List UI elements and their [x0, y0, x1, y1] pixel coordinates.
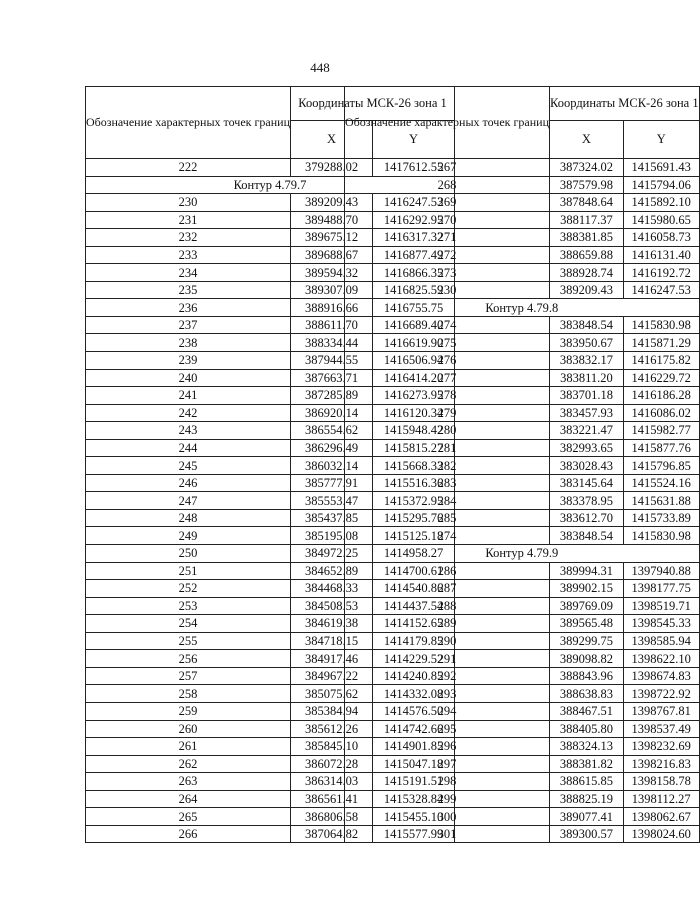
x-coordinate-cell: 386032.14 [291, 457, 373, 475]
point-number-cell: 258 [86, 685, 291, 703]
coordinate-system-header: Координаты МСК-26 зона 1 [291, 87, 455, 121]
point-number-cell: 233 [86, 246, 291, 264]
x-coordinate-cell: 383950.67 [550, 334, 624, 352]
y-coordinate-cell: 1398767.81 [623, 702, 699, 720]
y-coordinate-cell: 1414540.86 [373, 580, 455, 598]
x-coordinate-cell: 388659.88 [550, 246, 624, 264]
point-number-cell: 285 [345, 509, 550, 527]
table-row [345, 509, 700, 527]
y-coordinate-cell: 1398112.27 [623, 790, 699, 808]
x-coordinate-cell: 388381.85 [550, 229, 624, 247]
x-coordinate-cell: 389594.32 [291, 264, 373, 282]
point-number-cell: 289 [345, 615, 550, 633]
x-coordinate-cell: 387663.71 [291, 369, 373, 387]
y-coordinate-cell: 1398062.67 [623, 808, 699, 826]
table-row [345, 650, 700, 668]
x-coordinate-cell: 388615.85 [550, 773, 624, 791]
point-number-cell: 255 [86, 632, 291, 650]
point-number-cell: 250 [86, 545, 291, 563]
x-coordinate-cell: 388381.82 [550, 755, 624, 773]
y-coordinate-cell: 1398537.49 [623, 720, 699, 738]
point-number-cell: 237 [86, 316, 291, 334]
table-row [345, 702, 700, 720]
y-coordinate-cell: 1416755.75 [373, 299, 455, 317]
x-coordinate-cell: 389098.82 [550, 650, 624, 668]
y-coordinate-cell: 1416689.40 [373, 316, 455, 334]
page-number: 448 [310, 60, 330, 75]
point-number-cell: 234 [86, 264, 291, 282]
point-number-cell: 274 [345, 316, 550, 334]
y-coordinate-cell: 1398545.33 [623, 615, 699, 633]
x-coordinate-cell: 388611.70 [291, 316, 373, 334]
point-number-cell: 291 [345, 650, 550, 668]
point-number-cell: 263 [86, 773, 291, 791]
y-coordinate-cell: 1415892.10 [623, 194, 699, 212]
y-coordinate-cell: 1414332.08 [373, 685, 455, 703]
table-row [345, 369, 700, 387]
table-row [345, 439, 700, 457]
x-coordinate-cell: 383612.70 [550, 509, 624, 527]
point-number-cell: 280 [345, 422, 550, 440]
x-coordinate-cell: 389769.09 [550, 597, 624, 615]
y-coordinate-cell: 1416506.94 [373, 352, 455, 370]
x-coordinate-cell: 389565.48 [550, 615, 624, 633]
point-number-cell: 281 [345, 439, 550, 457]
x-coordinate-cell: 388916.66 [291, 299, 373, 317]
point-number-cell: 301 [345, 825, 550, 843]
x-coordinate-cell: 387944.55 [291, 352, 373, 370]
x-coordinate-cell: 384468.33 [291, 580, 373, 598]
x-coordinate-cell: 384508.53 [291, 597, 373, 615]
x-coordinate-cell: 389994.31 [550, 562, 624, 580]
point-number-cell: 248 [86, 509, 291, 527]
x-coordinate-cell: 386561.41 [291, 790, 373, 808]
table-row [345, 176, 700, 194]
point-number-cell: 282 [345, 457, 550, 475]
point-number-cell: 298 [345, 773, 550, 791]
designation-header: Обозначение характерных точек границ [86, 87, 291, 159]
y-coordinate-cell: 1416131.40 [623, 246, 699, 264]
point-number-cell: 287 [345, 580, 550, 598]
x-coordinate-cell: 386920.14 [291, 404, 373, 422]
point-number-cell: 295 [345, 720, 550, 738]
y-coordinate-cell: 1416414.20 [373, 369, 455, 387]
point-number-cell: 253 [86, 597, 291, 615]
y-coordinate-cell: 1414437.54 [373, 597, 455, 615]
x-coordinate-cell: 386314.03 [291, 773, 373, 791]
point-number-cell: 297 [345, 755, 550, 773]
point-number-cell: 245 [86, 457, 291, 475]
y-coordinate-cell: 1415796.85 [623, 457, 699, 475]
x-coordinate-cell: 383848.54 [550, 527, 624, 545]
x-coordinate-cell: 384967.22 [291, 667, 373, 685]
x-coordinate-cell: 385075.62 [291, 685, 373, 703]
table-row [345, 194, 700, 212]
contour-row [345, 545, 700, 563]
x-coordinate-cell: 389688.67 [291, 246, 373, 264]
y-coordinate-cell: 1416086.02 [623, 404, 699, 422]
y-coordinate-cell: 1398722.92 [623, 685, 699, 703]
point-number-cell: 260 [86, 720, 291, 738]
x-coordinate-cell: 386296.49 [291, 439, 373, 457]
y-coordinate-cell: 1415631.88 [623, 492, 699, 510]
table-row [345, 667, 700, 685]
x-coordinate-cell: 388334.44 [291, 334, 373, 352]
coordinates-table-right [344, 86, 700, 843]
y-coordinate-cell: 1415871.29 [623, 334, 699, 352]
point-number-cell: 232 [86, 229, 291, 247]
x-coordinate-cell: 388825.19 [550, 790, 624, 808]
point-number-cell: 272 [345, 246, 550, 264]
point-number-cell: 284 [345, 492, 550, 510]
point-number-cell: 230 [345, 281, 550, 299]
table-row [345, 229, 700, 247]
x-coordinate-cell: 383221.47 [550, 422, 624, 440]
y-coordinate-cell: 1414576.50 [373, 702, 455, 720]
table-row [345, 685, 700, 703]
table-row [345, 404, 700, 422]
point-number-cell: 293 [345, 685, 550, 703]
y-coordinate-cell: 1415047.18 [373, 755, 455, 773]
y-coordinate-cell: 1414901.85 [373, 738, 455, 756]
point-number-cell: 264 [86, 790, 291, 808]
right-table-body [345, 159, 700, 843]
point-number-cell: 286 [345, 562, 550, 580]
x-coordinate-cell: 383145.64 [550, 474, 624, 492]
point-number-cell: 277 [345, 369, 550, 387]
point-number-cell: 294 [345, 702, 550, 720]
point-number-cell: 238 [86, 334, 291, 352]
table-row [345, 597, 700, 615]
x-coordinate-cell: 389299.75 [550, 632, 624, 650]
y-coordinate-cell: 1415948.42 [373, 422, 455, 440]
y-coordinate-cell: 1417612.55 [373, 159, 455, 177]
x-coordinate-cell: 389077.41 [550, 808, 624, 826]
table-row [345, 474, 700, 492]
x-coordinate-cell: 384619.38 [291, 615, 373, 633]
x-coordinate-cell: 388843.96 [550, 667, 624, 685]
y-coordinate-cell: 1415691.43 [623, 159, 699, 177]
point-number-cell: 267 [345, 159, 550, 177]
x-coordinate-cell: 389300.57 [550, 825, 624, 843]
point-number-cell: 278 [345, 387, 550, 405]
y-coordinate-cell: 1398232.69 [623, 738, 699, 756]
table-row [345, 387, 700, 405]
x-coordinate-cell: 383811.20 [550, 369, 624, 387]
x-column-header: X [550, 121, 624, 159]
table-row [345, 773, 700, 791]
y-coordinate-cell: 1415877.76 [623, 439, 699, 457]
y-coordinate-cell: 1414700.61 [373, 562, 455, 580]
y-coordinate-cell: 1415577.99 [373, 825, 455, 843]
y-coordinate-cell: 1415982.77 [623, 422, 699, 440]
x-coordinate-cell: 384917.46 [291, 650, 373, 668]
table-row [345, 825, 700, 843]
y-coordinate-cell: 1416247.53 [623, 281, 699, 299]
x-coordinate-cell: 388117.37 [550, 211, 624, 229]
x-coordinate-cell: 387848.64 [550, 194, 624, 212]
x-coordinate-cell: 385777.91 [291, 474, 373, 492]
point-number-cell: 268 [345, 176, 550, 194]
table-row [345, 808, 700, 826]
y-coordinate-cell: 1416175.82 [623, 352, 699, 370]
y-coordinate-cell: 1415794.06 [623, 176, 699, 194]
point-number-cell: 274 [345, 527, 550, 545]
table-row [345, 492, 700, 510]
y-coordinate-cell: 1415372.95 [373, 492, 455, 510]
x-coordinate-cell: 388405.80 [550, 720, 624, 738]
point-number-cell: 259 [86, 702, 291, 720]
point-number-cell: 239 [86, 352, 291, 370]
x-coordinate-cell: 383701.18 [550, 387, 624, 405]
y-coordinate-cell: 1416825.59 [373, 281, 455, 299]
table-row [345, 422, 700, 440]
contour-label: Контур 4.79.8 [345, 299, 700, 317]
x-coordinate-cell: 379288.02 [291, 159, 373, 177]
x-coordinate-cell: 388638.83 [550, 685, 624, 703]
y-coordinate-cell: 1416186.28 [623, 387, 699, 405]
x-coordinate-cell: 384718.15 [291, 632, 373, 650]
point-number-cell: 265 [86, 808, 291, 826]
x-coordinate-cell: 383848.54 [550, 316, 624, 334]
x-coordinate-cell: 388324.13 [550, 738, 624, 756]
x-coordinate-cell: 385553.47 [291, 492, 373, 510]
x-coordinate-cell: 384972.25 [291, 545, 373, 563]
y-coordinate-cell: 1415830.98 [623, 527, 699, 545]
y-coordinate-cell: 1398216.83 [623, 755, 699, 773]
y-coordinate-cell: 1414958.27 [373, 545, 455, 563]
table-row [345, 246, 700, 264]
point-number-cell: 251 [86, 562, 291, 580]
table-row [345, 720, 700, 738]
table-row [345, 738, 700, 756]
point-number-cell: 231 [86, 211, 291, 229]
y-coordinate-cell: 1415455.10 [373, 808, 455, 826]
x-coordinate-cell: 389307.09 [291, 281, 373, 299]
point-number-cell: 249 [86, 527, 291, 545]
x-coordinate-cell: 382993.65 [550, 439, 624, 457]
point-number-cell: 244 [86, 439, 291, 457]
point-number-cell: 270 [345, 211, 550, 229]
y-coordinate-cell: 1416273.95 [373, 387, 455, 405]
contour-row [345, 299, 700, 317]
y-coordinate-cell: 1415830.98 [623, 316, 699, 334]
point-number-cell: 266 [86, 825, 291, 843]
table-row [345, 580, 700, 598]
y-column-header: Y [373, 121, 455, 159]
x-column-header: X [291, 121, 373, 159]
x-coordinate-cell: 389675.12 [291, 229, 373, 247]
x-coordinate-cell: 389209.43 [291, 194, 373, 212]
point-number-cell: 279 [345, 404, 550, 422]
table-row [345, 562, 700, 580]
y-coordinate-cell: 1415295.76 [373, 509, 455, 527]
x-coordinate-cell: 386072.28 [291, 755, 373, 773]
x-coordinate-cell: 389902.15 [550, 580, 624, 598]
point-number-cell: 246 [86, 474, 291, 492]
point-number-cell: 262 [86, 755, 291, 773]
x-coordinate-cell: 383457.93 [550, 404, 624, 422]
table-row [345, 316, 700, 334]
x-coordinate-cell: 385612.26 [291, 720, 373, 738]
y-coordinate-cell: 1415815.27 [373, 439, 455, 457]
x-coordinate-cell: 384652.89 [291, 562, 373, 580]
point-number-cell: 230 [86, 194, 291, 212]
table-row [345, 159, 700, 177]
x-coordinate-cell: 386554.62 [291, 422, 373, 440]
y-coordinate-cell: 1415125.18 [373, 527, 455, 545]
table-row [345, 281, 700, 299]
x-coordinate-cell: 383028.43 [550, 457, 624, 475]
x-coordinate-cell: 385195.08 [291, 527, 373, 545]
y-coordinate-cell: 1416619.90 [373, 334, 455, 352]
table-row [345, 527, 700, 545]
point-number-cell: 247 [86, 492, 291, 510]
y-coordinate-cell: 1415980.65 [623, 211, 699, 229]
x-coordinate-cell: 389209.43 [550, 281, 624, 299]
table-row [345, 457, 700, 475]
x-coordinate-cell: 383832.17 [550, 352, 624, 370]
y-coordinate-cell: 1397940.88 [623, 562, 699, 580]
y-coordinate-cell: 1414229.52 [373, 650, 455, 668]
point-number-cell: 292 [345, 667, 550, 685]
table-row [345, 615, 700, 633]
x-coordinate-cell: 389488.70 [291, 211, 373, 229]
x-coordinate-cell: 387064.82 [291, 825, 373, 843]
y-coordinate-cell: 1398519.71 [623, 597, 699, 615]
y-coordinate-cell: 1415733.89 [623, 509, 699, 527]
y-coordinate-cell: 1416292.95 [373, 211, 455, 229]
y-coordinate-cell: 1414240.85 [373, 667, 455, 685]
point-number-cell: 257 [86, 667, 291, 685]
x-coordinate-cell: 387579.98 [550, 176, 624, 194]
point-number-cell: 283 [345, 474, 550, 492]
table-row [345, 334, 700, 352]
point-number-cell: 243 [86, 422, 291, 440]
x-coordinate-cell: 383378.95 [550, 492, 624, 510]
y-coordinate-cell: 1415191.51 [373, 773, 455, 791]
contour-label: Контур 4.79.9 [345, 545, 700, 563]
y-coordinate-cell: 1398177.75 [623, 580, 699, 598]
x-coordinate-cell: 385384.94 [291, 702, 373, 720]
point-number-cell: 275 [345, 334, 550, 352]
x-coordinate-cell: 388467.51 [550, 702, 624, 720]
table-row [345, 755, 700, 773]
y-coordinate-cell: 1416192.72 [623, 264, 699, 282]
x-coordinate-cell: 385437.85 [291, 509, 373, 527]
point-number-cell: 235 [86, 281, 291, 299]
point-number-cell: 276 [345, 352, 550, 370]
y-coordinate-cell: 1398024.60 [623, 825, 699, 843]
x-coordinate-cell: 385845.10 [291, 738, 373, 756]
point-number-cell: 241 [86, 387, 291, 405]
point-number-cell: 256 [86, 650, 291, 668]
point-number-cell: 300 [345, 808, 550, 826]
y-column-header: Y [623, 121, 699, 159]
table-row [345, 632, 700, 650]
point-number-cell: 261 [86, 738, 291, 756]
y-coordinate-cell: 1415516.36 [373, 474, 455, 492]
y-coordinate-cell: 1416229.72 [623, 369, 699, 387]
table-row [345, 790, 700, 808]
point-number-cell: 269 [345, 194, 550, 212]
y-coordinate-cell: 1414742.66 [373, 720, 455, 738]
y-coordinate-cell: 1398585.94 [623, 632, 699, 650]
x-coordinate-cell: 386806.58 [291, 808, 373, 826]
point-number-cell: 290 [345, 632, 550, 650]
point-number-cell: 240 [86, 369, 291, 387]
point-number-cell: 222 [86, 159, 291, 177]
y-coordinate-cell: 1415524.16 [623, 474, 699, 492]
point-number-cell: 254 [86, 615, 291, 633]
y-coordinate-cell: 1398674.83 [623, 667, 699, 685]
point-number-cell: 299 [345, 790, 550, 808]
x-coordinate-cell: 387324.02 [550, 159, 624, 177]
y-coordinate-cell: 1416247.53 [373, 194, 455, 212]
y-coordinate-cell: 1416877.49 [373, 246, 455, 264]
y-coordinate-cell: 1416058.73 [623, 229, 699, 247]
designation-header: Обозначение характерных точек границ [345, 87, 550, 159]
point-number-cell: 288 [345, 597, 550, 615]
x-coordinate-cell: 387285.89 [291, 387, 373, 405]
table-row [345, 352, 700, 370]
point-number-cell: 252 [86, 580, 291, 598]
y-coordinate-cell: 1398158.78 [623, 773, 699, 791]
y-coordinate-cell: 1416120.34 [373, 404, 455, 422]
y-coordinate-cell: 1414152.65 [373, 615, 455, 633]
point-number-cell: 236 [86, 299, 291, 317]
point-number-cell: 242 [86, 404, 291, 422]
y-coordinate-cell: 1416866.35 [373, 264, 455, 282]
y-coordinate-cell: 1415668.33 [373, 457, 455, 475]
point-number-cell: 271 [345, 229, 550, 247]
point-number-cell: 296 [345, 738, 550, 756]
x-coordinate-cell: 388928.74 [550, 264, 624, 282]
point-number-cell: 273 [345, 264, 550, 282]
y-coordinate-cell: 1416317.32 [373, 229, 455, 247]
table-row [345, 211, 700, 229]
y-coordinate-cell: 1398622.10 [623, 650, 699, 668]
coordinate-system-header: Координаты МСК-26 зона 1 [550, 87, 700, 121]
y-coordinate-cell: 1415328.84 [373, 790, 455, 808]
contour-label: Контур 4.79.7 [86, 176, 455, 194]
y-coordinate-cell: 1414179.85 [373, 632, 455, 650]
table-row [345, 264, 700, 282]
